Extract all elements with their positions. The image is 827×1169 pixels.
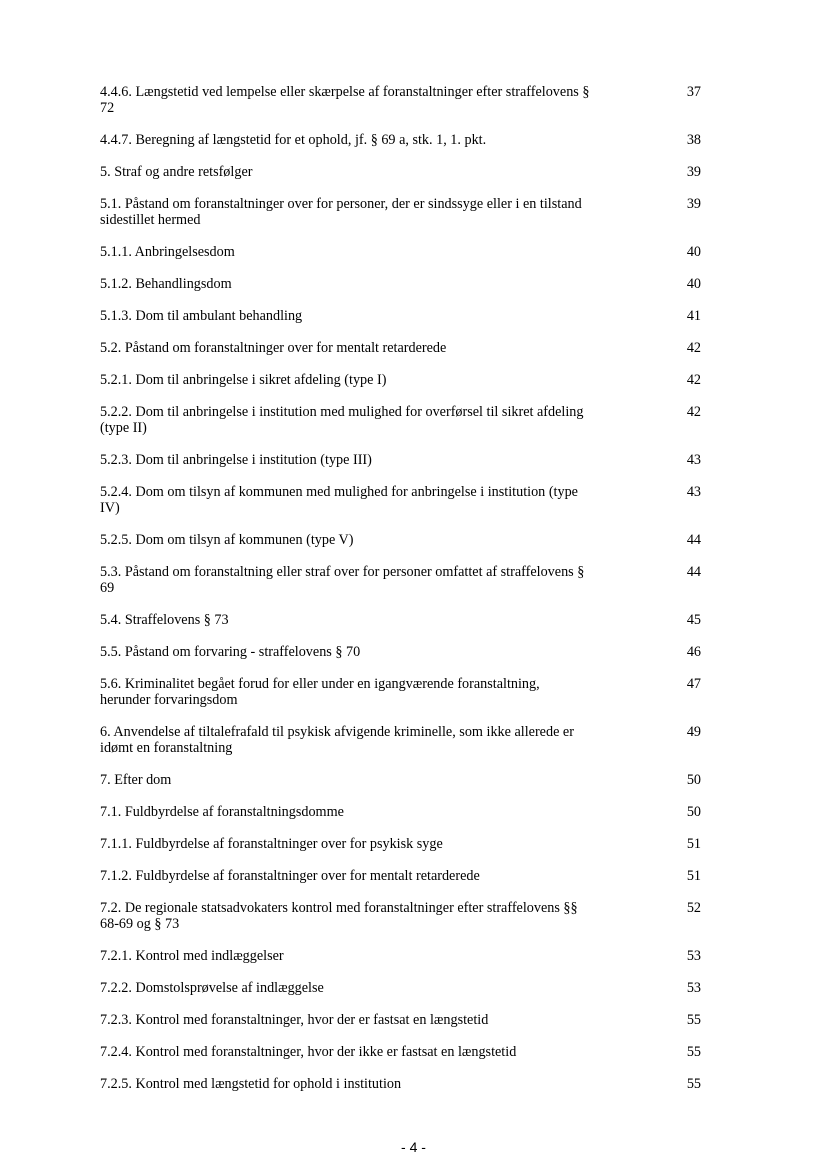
toc-entry-title: 5.5. Påstand om forvaring - straffelovens § 70 xyxy=(100,644,361,660)
toc-entry xyxy=(100,948,701,964)
toc-entry-title: 7.1.2. Fuldbyrdelse af foranstaltninger over for mentalt retarderede xyxy=(100,868,480,884)
toc-entry-page: 50 xyxy=(686,772,701,788)
toc-entry-title: 5.1.3. Dom til ambulant behandling xyxy=(100,308,303,324)
toc-entry xyxy=(100,1044,701,1060)
toc-entry xyxy=(100,772,701,788)
toc-entry-page: 43 xyxy=(686,452,701,468)
toc-entry xyxy=(100,612,701,628)
toc-entry-title: 7. Efter dom xyxy=(100,772,172,788)
toc-entry xyxy=(100,532,701,548)
toc-entry-page: 51 xyxy=(686,836,701,852)
toc-entry-page: 41 xyxy=(686,308,701,324)
toc-entry xyxy=(100,164,701,180)
toc-entry xyxy=(100,276,701,292)
toc-entry xyxy=(100,372,701,388)
toc-entry-title: 5.1.2. Behandlingsdom xyxy=(100,276,232,292)
toc-entry-title: 7.1.1. Fuldbyrdelse af foranstaltninger over for psykisk syge xyxy=(100,836,443,852)
toc-entry-title: 5.2. Påstand om foranstaltninger over for mentalt retarderede xyxy=(100,340,447,356)
toc-entry xyxy=(100,564,701,596)
toc-entry-page: 53 xyxy=(686,980,701,996)
toc-entry-page: 40 xyxy=(686,244,701,260)
toc-entry xyxy=(100,340,701,356)
toc-entry-page: 43 xyxy=(686,484,701,500)
toc-entry-title: 5.6. Kriminalitet begået forud for eller under en igangværende foranstaltning, herunder forvaringsdom xyxy=(100,676,540,708)
toc-entry-page: 42 xyxy=(686,404,701,420)
toc-entry-title: 5.2.4. Dom om tilsyn af kommunen med mulighed for anbringelse i institution (type IV) xyxy=(100,484,578,516)
toc-entry-page: 44 xyxy=(686,532,701,548)
toc-entry-page: 55 xyxy=(686,1012,701,1028)
toc-entry-title: 5.2.2. Dom til anbringelse i institution med mulighed for overførsel til sikret afdeling (type II) xyxy=(100,404,584,436)
toc-entry xyxy=(100,196,701,228)
toc-entry-title: 7.2.5. Kontrol med længstetid for ophold i institution xyxy=(100,1076,402,1092)
toc-entry-title: 7.2.4. Kontrol med foranstaltninger, hvor der ikke er fastsat en længstetid xyxy=(100,1044,517,1060)
toc-entry-title: 6. Anvendelse af tiltalefrafald til psykisk afvigende kriminelle, som ikke allerede er idømt en foranstaltning xyxy=(100,724,574,756)
toc-entry xyxy=(100,404,701,436)
toc-entry xyxy=(100,644,701,660)
toc-entry-title: 7.2.3. Kontrol med foranstaltninger, hvor der er fastsat en længstetid xyxy=(100,1012,489,1028)
toc-entry-title: 7.2. De regionale statsadvokaters kontrol med foranstaltninger efter straffelovens §§ 68-69 og § 73 xyxy=(100,900,578,932)
toc-entry xyxy=(100,724,701,756)
toc-entry xyxy=(100,1076,701,1092)
toc-entry xyxy=(100,484,701,516)
toc-entry-title: 7.2.1. Kontrol med indlæggelser xyxy=(100,948,284,964)
toc-entry xyxy=(100,244,701,260)
toc-entry-page: 46 xyxy=(686,644,701,660)
toc-entry-page: 55 xyxy=(686,1076,701,1092)
toc-entry-page: 39 xyxy=(686,196,701,212)
toc-entry xyxy=(100,868,701,884)
toc-entry xyxy=(100,900,701,932)
toc-entry-page: 38 xyxy=(686,132,701,148)
toc-entry xyxy=(100,452,701,468)
toc-entry-page: 40 xyxy=(686,276,701,292)
toc-entry xyxy=(100,132,701,148)
toc-entry-title: 4.4.7. Beregning af længstetid for et ophold, jf. § 69 a, stk. 1, 1. pkt. xyxy=(100,132,487,148)
toc-entry xyxy=(100,1012,701,1028)
toc-entry-page: 50 xyxy=(686,804,701,820)
toc-entry-page: 51 xyxy=(686,868,701,884)
toc-entry-page: 42 xyxy=(686,372,701,388)
toc-entry-page: 55 xyxy=(686,1044,701,1060)
toc-entry-title: 5.2.5. Dom om tilsyn af kommunen (type V) xyxy=(100,532,354,548)
toc-entry-title: 5. Straf og andre retsfølger xyxy=(100,164,253,180)
toc-entry-title: 5.2.1. Dom til anbringelse i sikret afdeling (type I) xyxy=(100,372,387,388)
toc-entry-title: 5.2.3. Dom til anbringelse i institution (type III) xyxy=(100,452,372,468)
table-of-contents xyxy=(100,84,701,1092)
toc-entry-page: 52 xyxy=(686,900,701,916)
toc-entry-page: 49 xyxy=(686,724,701,740)
toc-entry-page: 45 xyxy=(686,612,701,628)
toc-entry-page: 42 xyxy=(686,340,701,356)
toc-entry-page: 47 xyxy=(686,676,701,692)
toc-entry-page: 53 xyxy=(686,948,701,964)
toc-entry-page: 39 xyxy=(686,164,701,180)
toc-entry-title: 5.4. Straffelovens § 73 xyxy=(100,612,229,628)
toc-entry-title: 7.2.2. Domstolsprøvelse af indlæggelse xyxy=(100,980,324,996)
toc-entry xyxy=(100,836,701,852)
toc-entry xyxy=(100,804,701,820)
toc-entry-page: 44 xyxy=(686,564,701,580)
toc-entry-title: 5.1. Påstand om foranstaltninger over for personer, der er sindssyge eller i en tilstand sidestillet hermed xyxy=(100,196,582,228)
toc-entry-title: 5.3. Påstand om foranstaltning eller straf over for personer omfattet af straffelovens § 69 xyxy=(100,564,585,596)
toc-entry xyxy=(100,676,701,708)
toc-entry-page: 37 xyxy=(686,84,701,100)
toc-entry xyxy=(100,980,701,996)
toc-entry-title: 7.1. Fuldbyrdelse af foranstaltningsdomme xyxy=(100,804,344,820)
page-number: - 4 - xyxy=(401,1139,426,1155)
toc-entry xyxy=(100,84,701,116)
toc-entry-title: 4.4.6. Længstetid ved lempelse eller skærpelse af foranstaltninger efter straffelovens § 72 xyxy=(100,84,590,116)
toc-entry xyxy=(100,308,701,324)
toc-entry-title: 5.1.1. Anbringelsesdom xyxy=(100,244,235,260)
